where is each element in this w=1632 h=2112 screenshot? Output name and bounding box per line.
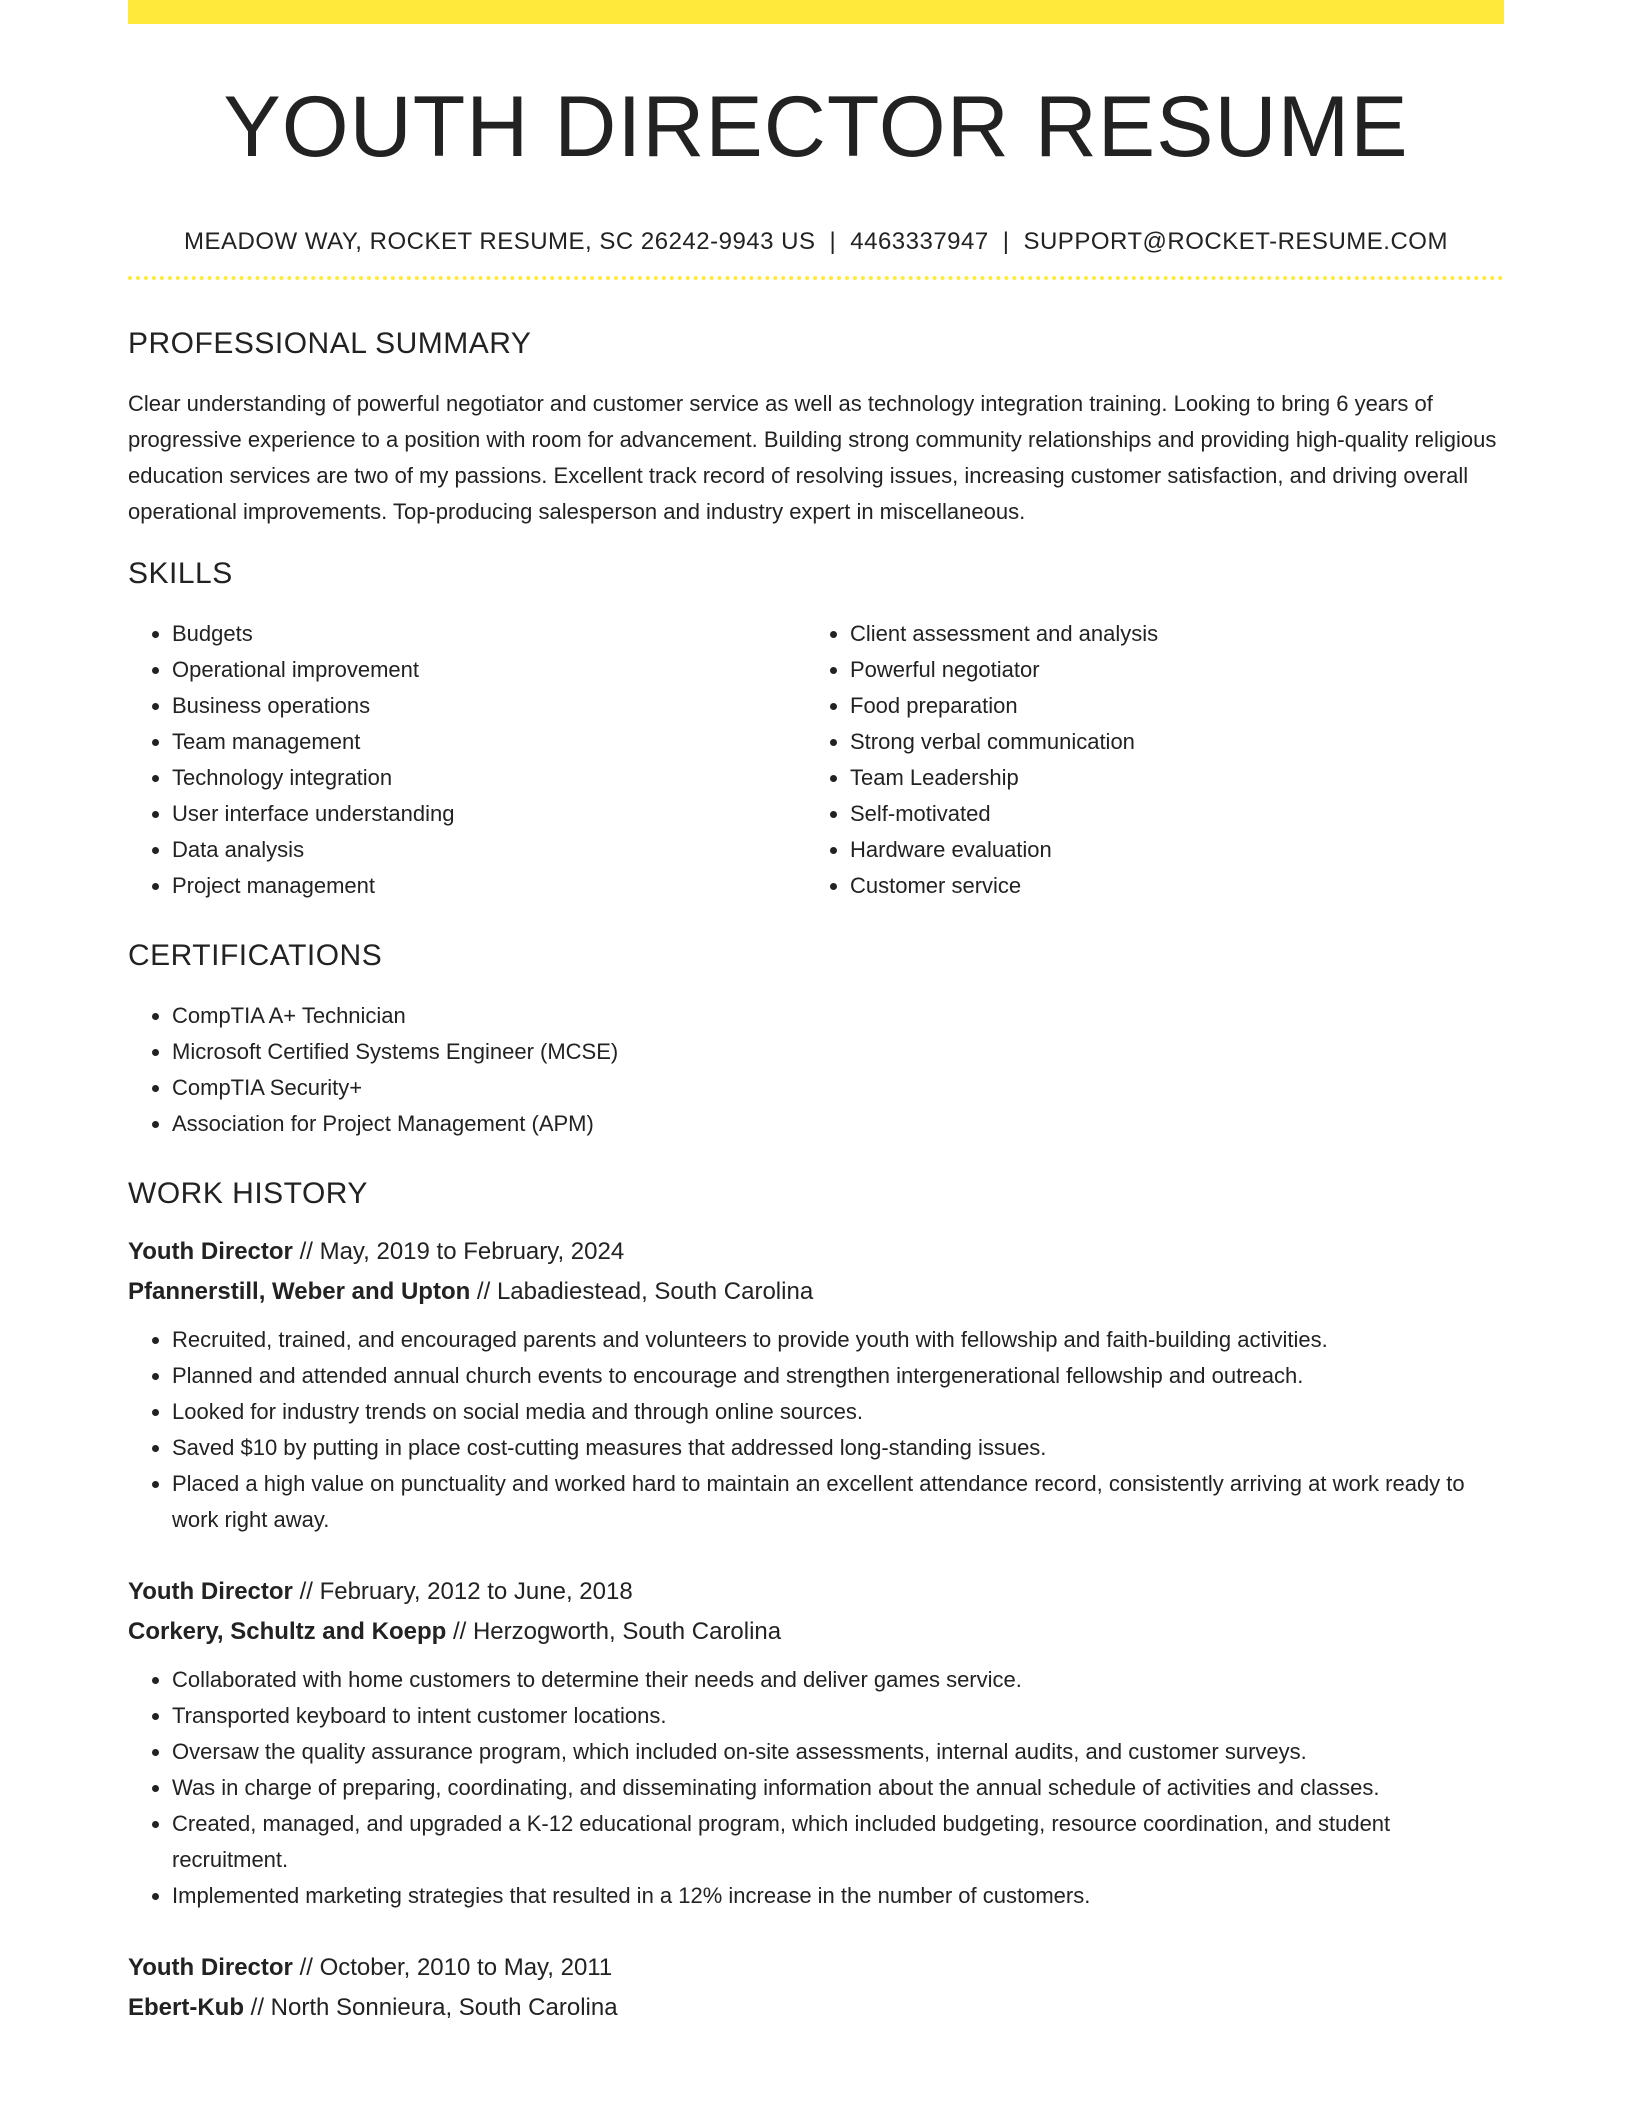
certifications-list: [128, 998, 1504, 1142]
contact-email: SUPPORT@ROCKET-RESUME.COM: [1023, 228, 1448, 255]
skill-item: • Strong verbal communication: [850, 724, 1484, 760]
job-bullet: • Planned and attended annual church events to encourage and strengthen intergenerational fellowship and outreach.: [172, 1358, 1504, 1394]
job-title-line: [128, 1232, 1504, 1272]
skill-item: • User interface understanding: [172, 796, 806, 832]
certification-item: • Association for Project Management (APM): [172, 1106, 1504, 1142]
job-role: Youth Director: [128, 1238, 293, 1265]
job-location: // Herzogworth, South Carolina: [446, 1618, 782, 1645]
skill-item: • Team Leadership: [850, 760, 1484, 796]
skills-column-right: [806, 616, 1484, 904]
certification-item: • Microsoft Certified Systems Engineer (MCSE): [172, 1034, 1504, 1070]
job-dates: // February, 2012 to June, 2018: [292, 1578, 633, 1605]
job-bullet: • Looked for industry trends on social media and through online sources.: [172, 1394, 1504, 1430]
skill-item: • Client assessment and analysis: [850, 616, 1484, 652]
job-company: Corkery, Schultz and Koepp: [128, 1618, 447, 1645]
job-bullet: • Recruited, trained, and encouraged parents and volunteers to provide youth with fellowship and faith-building activities.: [172, 1322, 1504, 1358]
skills-column-left: [128, 616, 806, 904]
skill-item: • Customer service: [850, 868, 1484, 904]
summary-heading: PROFESSIONAL SUMMARY: [128, 327, 532, 360]
skills-grid: [128, 616, 1504, 904]
job-bullet: • Collaborated with home customers to determine their needs and deliver games service.: [172, 1662, 1504, 1698]
skill-item: • Food preparation: [850, 688, 1484, 724]
skills-heading: SKILLS: [128, 557, 233, 590]
contact-separator: |: [1002, 228, 1010, 255]
job-bullets: [128, 1662, 1504, 1914]
skill-item: • Powerful negotiator: [850, 652, 1484, 688]
summary-text: Clear understanding of powerful negotiator and customer service as well as technology integration training. Looking to bring 6 years of progressive experience to a position with room for advancement. Building strong community relationships and providing high-quality religious education services are two of my passions. Excellent track record of resolving issues, increasing customer satisfaction, and driving overall operational improvements. Top-producing salesperson and industry expert in miscellaneous.: [128, 391, 1497, 524]
contact-address: MEADOW WAY, ROCKET RESUME, SC 26242-9943 US: [184, 228, 816, 255]
job-company-line: [128, 1988, 1504, 2028]
work-history-section: [128, 1176, 1504, 2028]
job-dates: // October, 2010 to May, 2011: [292, 1954, 613, 1981]
dotted-divider: [128, 276, 1504, 280]
skill-item: • Data analysis: [172, 832, 806, 868]
skill-item: • Hardware evaluation: [850, 832, 1484, 868]
summary-section: [128, 326, 1504, 530]
job-entry: [128, 1572, 1504, 1914]
job-role: Youth Director: [128, 1954, 293, 1981]
job-location: // Labadiestead, South Carolina: [470, 1278, 814, 1305]
job-bullet: • Oversaw the quality assurance program, which included on-site assessments, internal audits, and customer surveys.: [172, 1734, 1504, 1770]
work-history-heading: WORK HISTORY: [128, 1177, 368, 1210]
job-company: Pfannerstill, Weber and Upton: [128, 1278, 471, 1305]
job-title-line: [128, 1572, 1504, 1612]
job-bullet: • Implemented marketing strategies that resulted in a 12% increase in the number of customers.: [172, 1878, 1504, 1914]
job-title-line: [128, 1948, 1504, 1988]
job-location: // North Sonnieura, South Carolina: [244, 1994, 618, 2021]
page-title: YOUTH DIRECTOR RESUME: [223, 79, 1409, 175]
contact-phone: 4463337947: [850, 228, 989, 255]
contact-line: [128, 228, 1504, 260]
job-company-line: [128, 1612, 1504, 1652]
skill-item: • Self-motivated: [850, 796, 1484, 832]
skill-item: • Budgets: [172, 616, 806, 652]
job-company-line: [128, 1272, 1504, 1312]
contact-separator: |: [829, 228, 837, 255]
accent-bar: [128, 0, 1504, 24]
job-role: Youth Director: [128, 1578, 293, 1605]
job-entry: [128, 1948, 1504, 2028]
job-bullets: [128, 1322, 1504, 1538]
certifications-section: [128, 938, 1504, 1142]
resume-page: [128, 0, 1504, 2028]
skill-item: • Technology integration: [172, 760, 806, 796]
job-bullet: • Saved $10 by putting in place cost-cutting measures that addressed long-standing issues.: [172, 1430, 1504, 1466]
job-company: Ebert-Kub: [128, 1994, 244, 2021]
job-bullet: • Was in charge of preparing, coordinating, and disseminating information about the annual schedule of activities and classes.: [172, 1770, 1504, 1806]
job-bullet: • Placed a high value on punctuality and worked hard to maintain an excellent attendance record, consistently arriving at work ready to work right away.: [172, 1466, 1504, 1538]
skill-item: • Business operations: [172, 688, 806, 724]
job-dates: // May, 2019 to February, 2024: [292, 1238, 625, 1265]
certification-item: • CompTIA A+ Technician: [172, 998, 1504, 1034]
job-bullet: • Transported keyboard to intent customer locations.: [172, 1698, 1504, 1734]
job-bullet: • Created, managed, and upgraded a K-12 educational program, which included budgeting, resource coordination, and student recruitment.: [172, 1806, 1504, 1878]
skill-item: • Project management: [172, 868, 806, 904]
skills-section: [128, 556, 1504, 904]
skill-item: • Operational improvement: [172, 652, 806, 688]
certification-item: • CompTIA Security+: [172, 1070, 1504, 1106]
skill-item: • Team management: [172, 724, 806, 760]
job-entry: [128, 1232, 1504, 1538]
certifications-heading: CERTIFICATIONS: [128, 939, 383, 972]
